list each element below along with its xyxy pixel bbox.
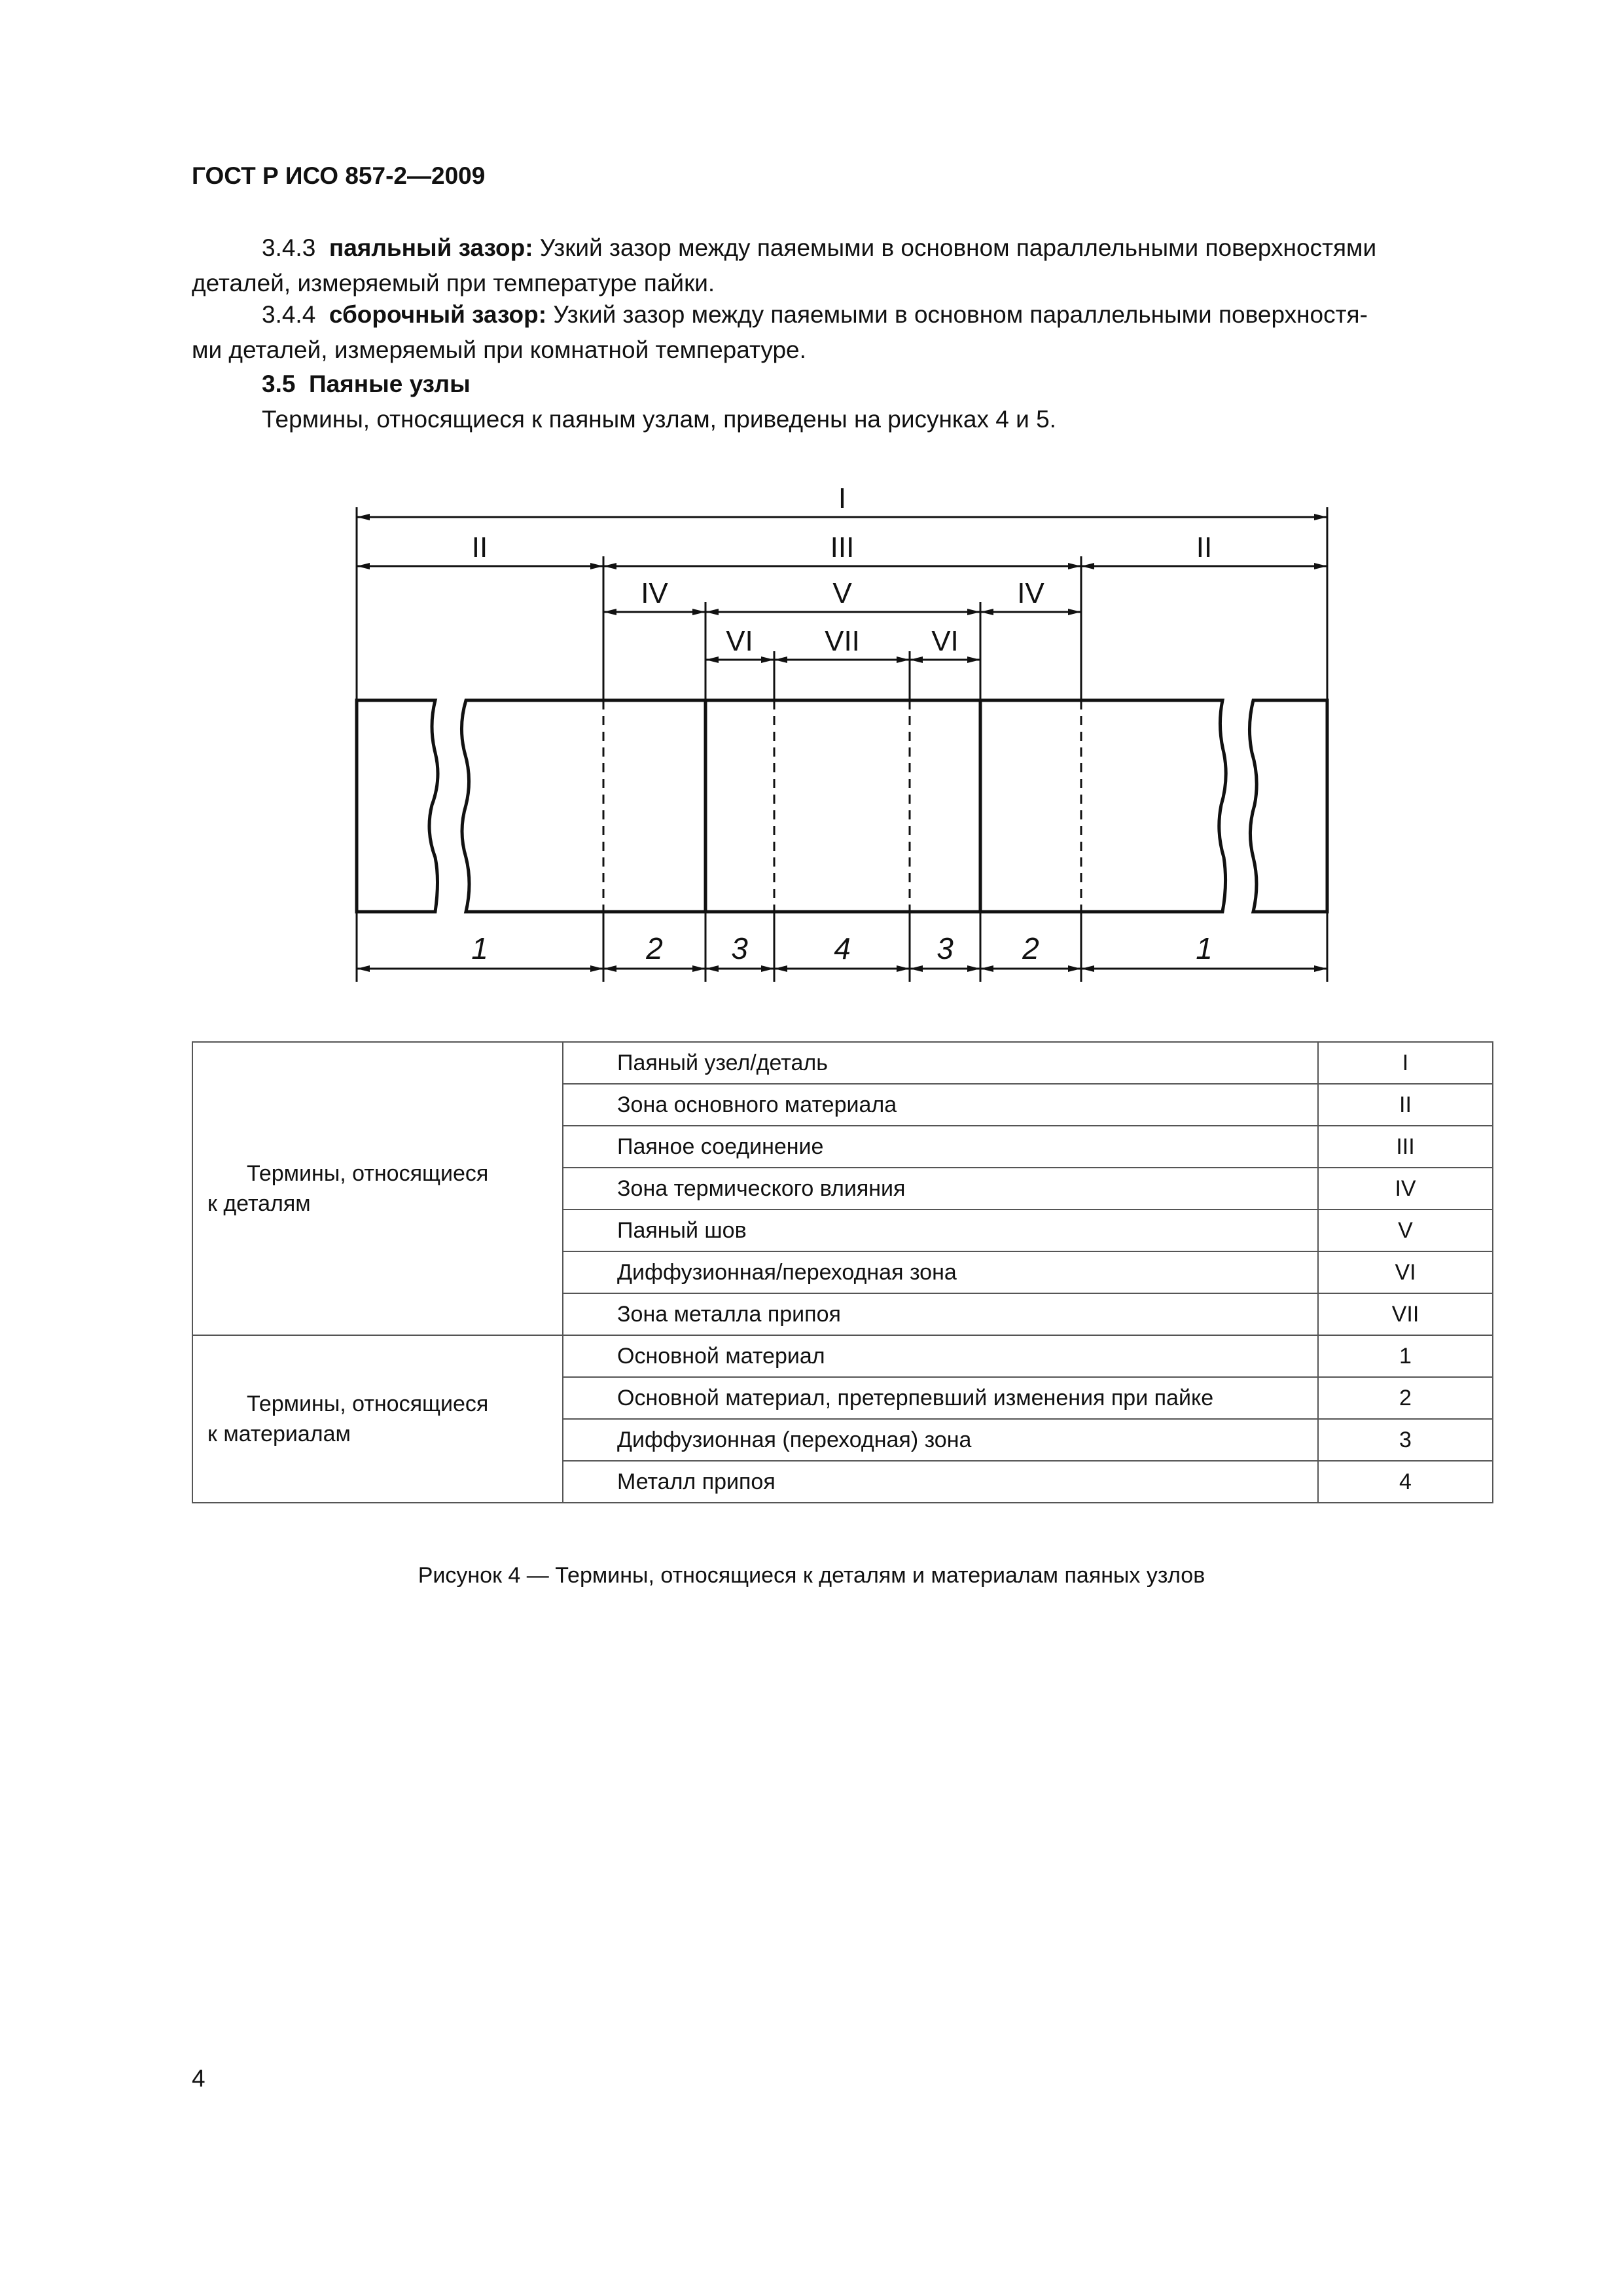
label-level3-mid: V xyxy=(832,577,852,609)
figure-caption: Рисунок 4 — Термины, относящиеся к деталям и материалам паяных узлов xyxy=(418,1563,1205,1588)
term-cell: Паяный узел/деталь xyxy=(563,1042,1318,1084)
label-bottom-1-right: 1 xyxy=(1196,931,1213,965)
term-cell: Основной материал, претерпевший изменения при пайке xyxy=(563,1377,1318,1419)
group-label-parts: Термины, относящиеся к деталям xyxy=(192,1042,563,1335)
term-cell: Зона основного материала xyxy=(563,1084,1318,1126)
code-cell: II xyxy=(1318,1084,1493,1126)
code-cell: I xyxy=(1318,1042,1493,1084)
term-cell: Металл припоя xyxy=(563,1461,1318,1503)
label-bottom-1-left: 1 xyxy=(471,931,488,965)
right-part-end xyxy=(1249,700,1327,912)
clause-text: Узкий зазор между паяемыми в основном параллельными поверхностя- xyxy=(546,301,1368,328)
label-level3-right: IV xyxy=(1017,577,1044,609)
document-header: ГОСТ Р ИСО 857-2—2009 xyxy=(192,162,486,189)
label-level4-left: VI xyxy=(726,625,753,657)
table-row xyxy=(192,1042,1493,1084)
braze-joint xyxy=(705,700,980,912)
label-bottom-2-right: 2 xyxy=(1022,931,1039,965)
term-cell: Зона металла припоя xyxy=(563,1293,1318,1335)
label-bottom-2-left: 2 xyxy=(646,931,663,965)
code-cell: 3 xyxy=(1318,1419,1493,1461)
code-cell: VI xyxy=(1318,1251,1493,1293)
label-level2-left: II xyxy=(471,531,488,564)
left-part xyxy=(461,700,705,912)
code-cell: 1 xyxy=(1318,1335,1493,1377)
page-number: 4 xyxy=(192,2065,205,2092)
label-level4-right: VI xyxy=(931,625,959,657)
right-part xyxy=(980,700,1226,912)
label-level3-left: IV xyxy=(641,577,668,609)
clause-3-4-3-cont: деталей, измеряемый при температуре пайки. xyxy=(192,270,715,296)
term-cell: Основной материал xyxy=(563,1335,1318,1377)
label-bottom-3-left: 3 xyxy=(731,931,748,965)
term-cell: Диффузионная/переходная зона xyxy=(563,1251,1318,1293)
term-cell: Диффузионная (переходная) зона xyxy=(563,1419,1318,1461)
section-text: Термины, относящиеся к паяным узлам, приведены на рисунках 4 и 5. xyxy=(262,406,1056,433)
term-cell: Зона термического влияния xyxy=(563,1168,1318,1210)
label-level4-mid: VII xyxy=(825,625,860,657)
label-bottom-4: 4 xyxy=(834,931,851,965)
clause-number: 3.4.4 xyxy=(262,301,316,328)
clause-term: сборочный зазор: xyxy=(329,301,547,328)
term-cell: Паяный шов xyxy=(563,1210,1318,1251)
code-cell: 4 xyxy=(1318,1461,1493,1503)
group-label-materials: Термины, относящиеся к материалам xyxy=(192,1335,563,1503)
left-part-end xyxy=(357,700,438,912)
section-title: Паяные узлы xyxy=(309,370,471,397)
code-cell: 2 xyxy=(1318,1377,1493,1419)
code-cell: V xyxy=(1318,1210,1493,1251)
clause-number: 3.4.3 xyxy=(262,234,316,261)
code-cell: IV xyxy=(1318,1168,1493,1210)
clause-text: Узкий зазор между паяемыми в основном параллельными поверхностями xyxy=(533,234,1377,261)
label-level2-right: II xyxy=(1196,531,1213,564)
label-level1: I xyxy=(838,482,847,514)
clause-3-4-4-cont: ми деталей, измеряемый при комнатной температуре. xyxy=(192,336,806,363)
label-bottom-3-right: 3 xyxy=(936,931,954,965)
clause-term: паяльный зазор: xyxy=(329,234,533,261)
label-level2-mid: III xyxy=(830,531,855,564)
table-row xyxy=(192,1335,1493,1377)
code-cell: VII xyxy=(1318,1293,1493,1335)
section-number: 3.5 xyxy=(262,370,296,397)
code-cell: III xyxy=(1318,1126,1493,1168)
term-cell: Паяное соединение xyxy=(563,1126,1318,1168)
terms-table xyxy=(192,1041,1493,1503)
